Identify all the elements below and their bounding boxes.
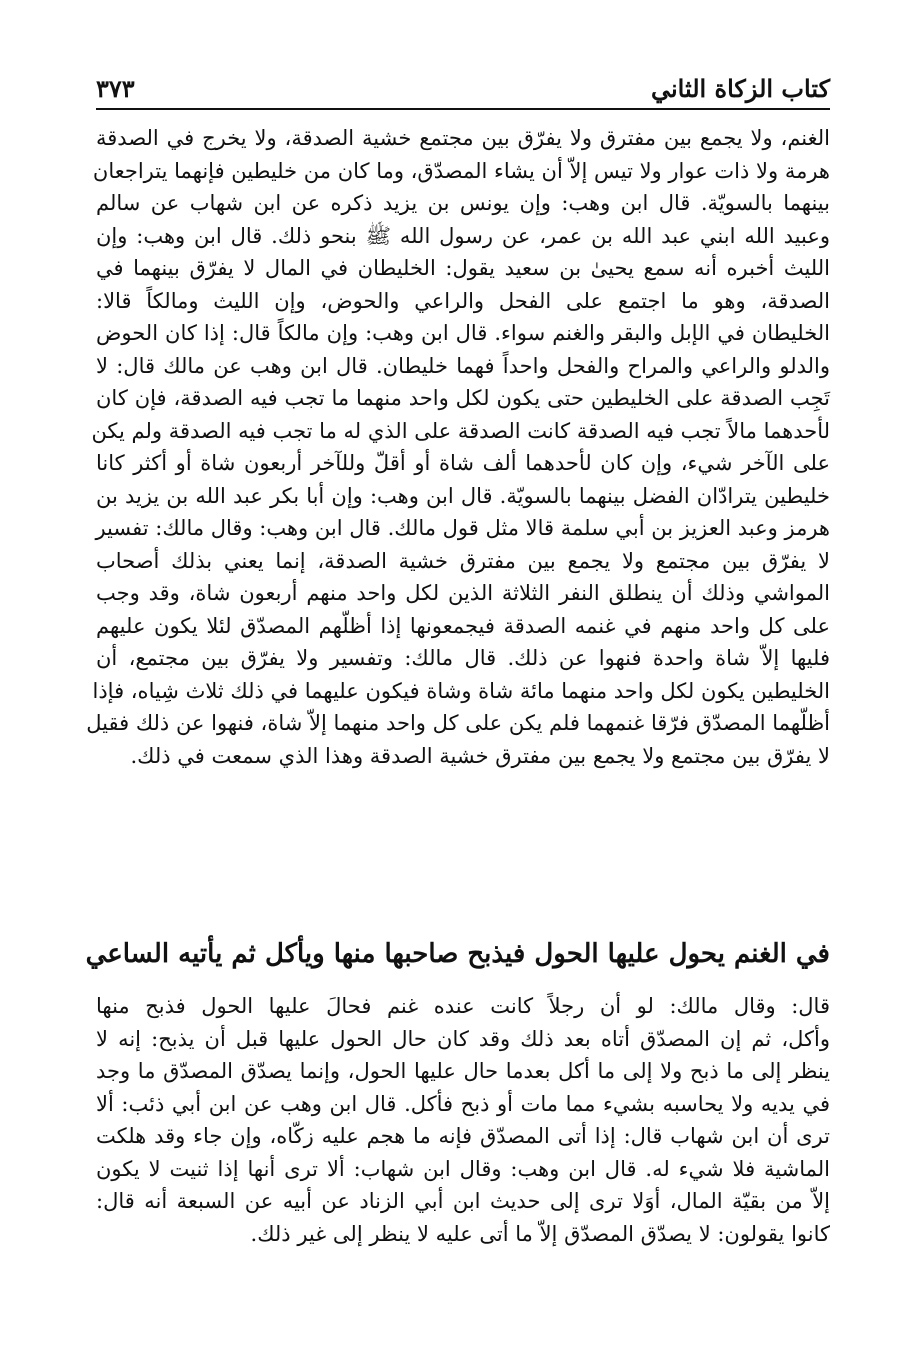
text-line: في يديه ولا يحاسبه بشيء مما مات أو ذبح فأكل. قال ابن وهب عن ابن أبي ذئب: ألا — [96, 1091, 830, 1116]
text-line: أظلّهما المصدّق فرّقا غنمهما فلم يكن على كل واحد منهما إلاّ شاة، فنهوا عن ذلك فقيل — [86, 711, 830, 735]
text-line: كانوا يقولون: لا يصدّق المصدّق إلاّ ما أتى عليه لا ينظر إلى غير ذلك. — [250, 1221, 830, 1246]
text-line: الليث أخبره أنه سمع يحيىٰ بن سعيد يقول: الخليطان في المال لا يفرّق بينهما في — [96, 256, 830, 280]
text-line: الخليطين يكون لكل واحد منهما مائة شاة وشاة فيكون عليهما في ذلك ثلاث شِياه، فإذا — [92, 678, 830, 703]
text-line: قال: وقال مالك: لو أن رجلاً كانت عنده غنم فحالَ عليها الحول فذبح منها — [96, 994, 830, 1018]
text-line: الصدقة، وهو ما اجتمع على الفحل والراعي والحوض، وإن الليث ومالكاً قالا: — [96, 288, 830, 313]
book-title: كتاب الزكاة الثاني — [650, 74, 830, 103]
text-line: وعبيد الله ابني عبد الله بن عمر، عن رسول الله ﷺ بنحو ذلك. قال ابن وهب: وإن — [96, 223, 830, 248]
text-line: المواشي وذلك أن ينطلق النفر الثلاثة الذين لكل واحد منهم أربعون شاة، وقد وجب — [96, 581, 830, 605]
text-line: تَجِب الصدقة على الخليطين حتى يكون لكل واحد منهما ما تجب فيه الصدقة، فإن كان — [96, 386, 830, 410]
text-line: هرمة ولا ذات عوار ولا تيس إلاّ أن يشاء المصدّق، وما كان من خليطين فإنهما يتراجعان — [92, 158, 830, 183]
page-number: ٣٧٣ — [96, 74, 135, 103]
text-line: الخليطان في الإبل والبقر والغنم سواء. قال ابن وهب: وإن مالكاً قال: إذا كان الحوض — [96, 321, 830, 345]
text-line: لأحدهما مالاً تجب فيه الصدقة كانت الصدقة على الذي له ما تجب فيه الصدقة ولم يكن — [91, 418, 830, 443]
text-line: الماشية فلا شيء له. قال ابن وهب: وقال ابن شهاب: ألا ترى أنها إذا ثنيت لا يكون — [96, 1156, 830, 1181]
header-rule — [96, 108, 830, 110]
text-line: وأكل، ثم إن المصدّق أتاه بعد ذلك وقد كان حال الحول عليها قبل أن يذبح: إنه لا — [96, 1026, 830, 1051]
text-line: لا يفرّق بين مجتمع ولا يجمع بين مفترق خشية الصدقة وهذا الذي سمعت في ذلك. — [130, 743, 830, 768]
text-line: فليها إلاّ شاة واحدة فنهوا عن ذلك. قال مالك: وتفسير ولا يفرّق بين مجتمع، أن — [96, 646, 830, 670]
text-line: على الآخر شيء، وإن كان لأحدهما ألف شاة أو أقلّ وللآخر أربعون شاة أو أكثر كانا — [96, 451, 830, 475]
text-line: خليطين يترادّان الفضل بينهما بالسويّة. قال ابن وهب: وإن أبا بكر عبد الله بن يزيد بن — [96, 483, 830, 508]
text-line: هرمز وعبد العزيز بن أبي سلمة قالا مثل قول مالك. قال ابن وهب: وقال مالك: تفسير — [95, 516, 830, 540]
text-line: الغنم، ولا يجمع بين مفترق ولا يفرّق بين مجتمع خشية الصدقة، ولا يخرج في الصدقة — [96, 126, 830, 150]
text-line: بينهما بالسويّة. قال ابن وهب: وإن يونس بن يزيد ذكره عن ابن شهاب عن سالم — [96, 191, 830, 215]
text-line: لا يفرّق بين مجتمع ولا يجمع بين مفترق خشية الصدقة، إنما يعني بذلك أصحاب — [96, 548, 831, 573]
text-line: إلاّ من بقيّة المال، أوَلا ترى إلى حديث ابن أبي الزناد عن أبيه عن السبعة أنه قال: — [96, 1189, 830, 1213]
main-text-block — [86, 122, 831, 772]
section-text-block — [96, 990, 830, 1250]
running-header — [96, 66, 830, 104]
text-line: ينظر إلى ما ذبح ولا إلى ما أكل بعدما حال عليها الحول، وإنما يصدّق المصدّق ما وجد — [96, 1059, 830, 1083]
text-line: على كل واحد منهم في غنمه الصدقة فيجمعونها إذا أظلّهم المصدّق لئلا يكون عليهم — [96, 613, 830, 638]
text-line: والدلو والراعي والمراح والفحل واحداً فهما خليطان. قال ابن وهب عن مالك قال: لا — [96, 353, 830, 378]
section-heading: في الغنم يحول عليها الحول فيذبح صاحبها منها ويأكل ثم يأتيه الساعي — [85, 939, 830, 969]
text-line: ترى أن ابن شهاب قال: إذا أتى المصدّق فإنه ما هجم عليه زكّاه، وإن جاء وقد هلكت — [96, 1124, 830, 1148]
